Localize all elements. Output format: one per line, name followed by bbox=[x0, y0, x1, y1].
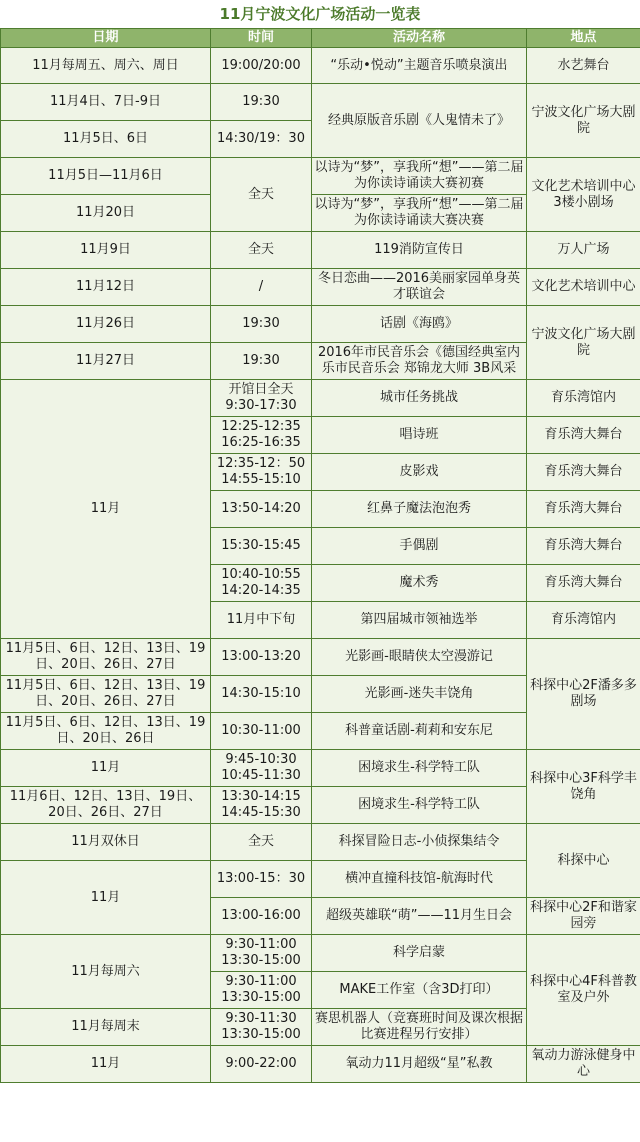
activity-cell: 魔术秀 bbox=[312, 565, 527, 602]
place-cell: 育乐湾馆内 bbox=[527, 380, 640, 417]
place-cell: 宁波文化广场大剧院 bbox=[527, 84, 640, 158]
time-cell: 19:30 bbox=[211, 84, 312, 121]
table-row bbox=[1, 380, 640, 417]
place-cell: 育乐湾大舞台 bbox=[527, 417, 640, 454]
date-cell: 11月 bbox=[1, 861, 211, 935]
activity-cell: 光影画-眼睛侠太空漫游记 bbox=[312, 639, 527, 676]
time-cell: 9:30-11:00 13:30-15:00 bbox=[211, 935, 312, 972]
place-cell: 万人广场 bbox=[527, 232, 640, 269]
time-cell: 14:30-15:10 bbox=[211, 676, 312, 713]
activity-cell: 冬日恋曲——2016美丽家园单身英才联谊会 bbox=[312, 269, 527, 306]
activity-cell: 红鼻子魔法泡泡秀 bbox=[312, 491, 527, 528]
table-row bbox=[1, 306, 640, 343]
activity-cell: 皮影戏 bbox=[312, 454, 527, 491]
activity-cell: “乐动•悦动”主题音乐喷泉演出 bbox=[312, 48, 527, 84]
activity-cell: 以诗为“梦”，享我所“想”——第二届为你读诗诵读大赛初赛 bbox=[312, 158, 527, 195]
activity-cell: 2016年市民音乐会《德国经典室内乐市民音乐会 郑锦龙大师 3B风采 bbox=[312, 343, 527, 380]
table-row bbox=[1, 824, 640, 861]
date-cell: 11月每周末 bbox=[1, 1009, 211, 1046]
date-cell: 11月每周五、周六、周日 bbox=[1, 48, 211, 84]
time-cell: 19:30 bbox=[211, 306, 312, 343]
header-date: 日期 bbox=[1, 29, 211, 48]
table-row bbox=[1, 639, 640, 676]
activity-cell: 手偶剧 bbox=[312, 528, 527, 565]
time-cell: 10:40-10:55 14:20-14:35 bbox=[211, 565, 312, 602]
place-cell: 科探中心 bbox=[527, 824, 640, 898]
table-row bbox=[1, 750, 640, 787]
table-row bbox=[1, 935, 640, 972]
activity-cell: 氧动力11月超级“星”私教 bbox=[312, 1046, 527, 1083]
time-cell: 15:30-15:45 bbox=[211, 528, 312, 565]
activity-cell: 赛思机器人（竞赛班时间及课次根据比赛进程另行安排） bbox=[312, 1009, 527, 1046]
place-cell: 育乐湾大舞台 bbox=[527, 565, 640, 602]
date-cell: 11月每周六 bbox=[1, 935, 211, 1009]
date-cell: 11月27日 bbox=[1, 343, 211, 380]
date-cell: 11月6日、12日、13日、19日、20日、26日、27日 bbox=[1, 787, 211, 824]
time-cell: 9:30-11:00 13:30-15:00 bbox=[211, 972, 312, 1009]
header-row bbox=[1, 29, 640, 48]
place-cell: 水艺舞台 bbox=[527, 48, 640, 84]
date-cell: 11月双休日 bbox=[1, 824, 211, 861]
time-cell: 13:30-14:15 14:45-15:30 bbox=[211, 787, 312, 824]
activity-cell: 科学启蒙 bbox=[312, 935, 527, 972]
activity-cell: 科探冒险日志-小侦探集结令 bbox=[312, 824, 527, 861]
date-cell: 11月12日 bbox=[1, 269, 211, 306]
place-cell: 科探中心2F和谐家园旁 bbox=[527, 898, 640, 935]
time-cell: / bbox=[211, 269, 312, 306]
header-name: 活动名称 bbox=[312, 29, 527, 48]
date-cell: 11月 bbox=[1, 750, 211, 787]
time-cell: 12:35-12：50 14:55-15:10 bbox=[211, 454, 312, 491]
activity-cell: 困境求生-科学特工队 bbox=[312, 787, 527, 824]
place-cell: 育乐湾大舞台 bbox=[527, 528, 640, 565]
activity-cell: 城市任务挑战 bbox=[312, 380, 527, 417]
date-cell: 11月 bbox=[1, 1046, 211, 1083]
header-place: 地点 bbox=[527, 29, 640, 48]
activity-cell: 经典原版音乐剧《人鬼情未了》 bbox=[312, 84, 527, 158]
activity-cell: 以诗为“梦”，享我所“想”——第二届为你读诗诵读大赛决赛 bbox=[312, 195, 527, 232]
time-cell: 13:00-16:00 bbox=[211, 898, 312, 935]
time-cell: 19:30 bbox=[211, 343, 312, 380]
table-row bbox=[1, 269, 640, 306]
date-cell: 11月5日—11月6日 bbox=[1, 158, 211, 195]
activity-cell: 科普童话剧-莉莉和安东尼 bbox=[312, 713, 527, 750]
activity-cell: 第四届城市领袖选举 bbox=[312, 602, 527, 639]
time-cell: 12:25-12:35 16:25-16:35 bbox=[211, 417, 312, 454]
time-cell: 9:00-22:00 bbox=[211, 1046, 312, 1083]
date-cell: 11月9日 bbox=[1, 232, 211, 269]
activity-cell: 光影画-迷失丰饶角 bbox=[312, 676, 527, 713]
table-row bbox=[1, 232, 640, 269]
activity-cell: 119消防宣传日 bbox=[312, 232, 527, 269]
table-row bbox=[1, 48, 640, 84]
place-cell: 科探中心3F科学丰饶角 bbox=[527, 750, 640, 824]
place-cell: 育乐湾大舞台 bbox=[527, 454, 640, 491]
time-cell: 9:45-10:30 10:45-11:30 bbox=[211, 750, 312, 787]
header-time: 时间 bbox=[211, 29, 312, 48]
date-cell: 11月5日、6日、12日、13日、19日、20日、26日、27日 bbox=[1, 676, 211, 713]
place-cell: 宁波文化广场大剧院 bbox=[527, 306, 640, 380]
time-cell: 全天 bbox=[211, 232, 312, 269]
table-row bbox=[1, 1046, 640, 1083]
time-cell: 13:50-14:20 bbox=[211, 491, 312, 528]
time-cell: 9:30-11:30 13:30-15:00 bbox=[211, 1009, 312, 1046]
time-cell: 全天 bbox=[211, 824, 312, 861]
date-cell: 11月20日 bbox=[1, 195, 211, 232]
place-cell: 科探中心2F潘多多剧场 bbox=[527, 639, 640, 750]
activity-cell: 横冲直撞科技馆-航海时代 bbox=[312, 861, 527, 898]
place-cell: 氧动力游泳健身中心 bbox=[527, 1046, 640, 1083]
date-cell: 11月26日 bbox=[1, 306, 211, 343]
date-cell: 11月5日、6日、12日、13日、19日、20日、26日、27日 bbox=[1, 639, 211, 676]
place-cell: 育乐湾大舞台 bbox=[527, 491, 640, 528]
time-cell: 11月中下旬 bbox=[211, 602, 312, 639]
date-cell: 11月 bbox=[1, 380, 211, 639]
activity-cell: 唱诗班 bbox=[312, 417, 527, 454]
activity-cell: 困境求生-科学特工队 bbox=[312, 750, 527, 787]
time-cell: 开馆日全天 9:30-17:30 bbox=[211, 380, 312, 417]
activity-table bbox=[0, 28, 640, 1083]
activity-cell: 话剧《海鸥》 bbox=[312, 306, 527, 343]
date-cell: 11月5日、6日 bbox=[1, 121, 211, 158]
activity-cell: 超级英雄联“萌”——11月生日会 bbox=[312, 898, 527, 935]
time-cell: 10:30-11:00 bbox=[211, 713, 312, 750]
date-cell: 11月5日、6日、12日、13日、19日、20日、26日 bbox=[1, 713, 211, 750]
time-cell: 全天 bbox=[211, 158, 312, 232]
page-title: 11月宁波文化广场活动一览表 bbox=[0, 0, 640, 28]
place-cell: 育乐湾馆内 bbox=[527, 602, 640, 639]
time-cell: 19:00/20:00 bbox=[211, 48, 312, 84]
activity-cell: MAKE工作室（含3D打印） bbox=[312, 972, 527, 1009]
time-cell: 14:30/19：30 bbox=[211, 121, 312, 158]
time-cell: 13:00-15：30 bbox=[211, 861, 312, 898]
place-cell: 科探中心4F科普教室及户外 bbox=[527, 935, 640, 1046]
date-cell: 11月4日、7日-9日 bbox=[1, 84, 211, 121]
table-row bbox=[1, 158, 640, 195]
place-cell: 文化艺术培训中心3楼小剧场 bbox=[527, 158, 640, 232]
table-row bbox=[1, 84, 640, 121]
time-cell: 13:00-13:20 bbox=[211, 639, 312, 676]
place-cell: 文化艺术培训中心 bbox=[527, 269, 640, 306]
